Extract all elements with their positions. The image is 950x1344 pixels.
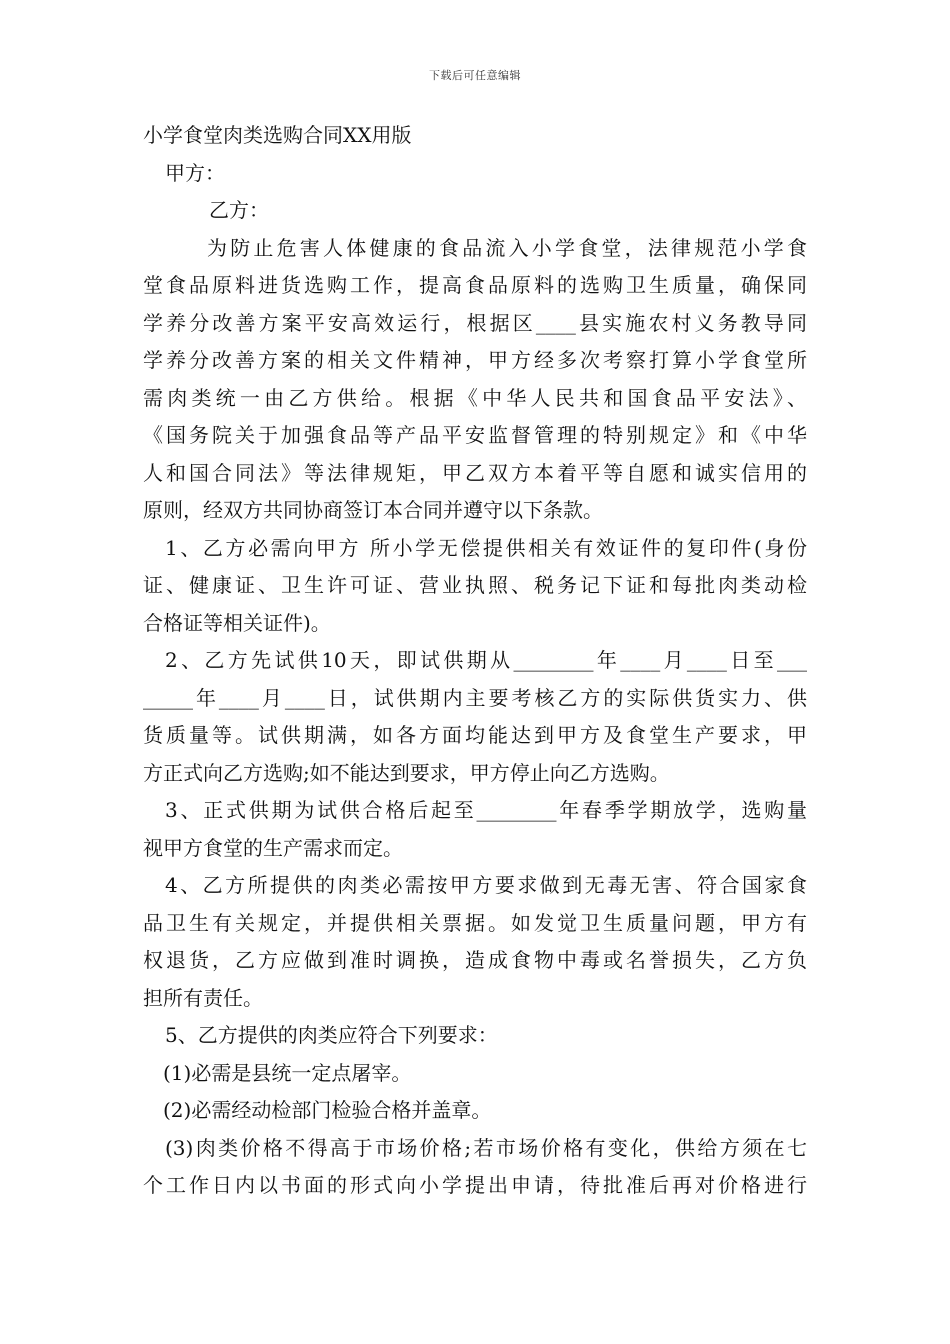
text-line: 合格证等相关证件)。 [143,610,331,635]
document-title: 小学食堂肉类选购合同XX用版 [143,123,412,147]
party-a-line: 甲方： [165,160,225,185]
text-line: 视甲方食堂的生产需求而定。 [143,835,403,860]
text-line: _____年____月____日，试供期内主要考核乙方的实际供货实力、供 [143,685,807,710]
sub-clause-2-line: (2)必需经动检部门检验合格并盖章。 [163,1098,492,1122]
text-line: 人和国合同法》等法律规矩，甲乙双方本着平等自愿和诚实信用的 [143,460,807,485]
text-line: 证、健康证、卫生许可证、营业执照、税务记下证和每批肉类动检 [143,573,807,597]
text-line: 个工作日内以书面的形式向小学提出申请，待批准后再对价格进行 [143,1173,807,1197]
text-line: 学养分改善方案的相关文件精神，甲方经多次考察打算小学食堂所 [143,348,807,372]
clause-1-line: 1、乙方必需向甲方 所小学无偿提供相关有效证件的复印件(身份 [165,535,807,560]
text-line: 原则，经双方共同协商签订本合同并遵守以下条款。 [143,498,603,522]
text-line: 担所有责任。 [143,985,263,1010]
text-line: 为防止危害人体健康的食品流入小学食堂，法律规范小学食 [207,235,807,260]
page-header: 下载后可任意编辑 [429,69,521,82]
text-line: 货质量等。试供期满，如各方面均能达到甲方及食堂生产要求，甲 [143,723,807,747]
clause-3-line: 3、正式供期为试供合格后起至________年春季学期放学，选购量 [165,798,807,822]
text-line: 权退货，乙方应做到准时调换，造成食物中毒或名誉损失，乙方负 [143,948,807,972]
clause-5-line: 5、乙方提供的肉类应符合下列要求： [165,1023,498,1047]
text-line: 品卫生有关规定，并提供相关票据。如发觉卫生质量问题，甲方有 [143,910,807,935]
text-line: 《国务院关于加强食品等产品平安监督管理的特别规定》和《中华 [143,423,807,447]
clause-4-line: 4、乙方所提供的肉类必需按甲方要求做到无毒无害、符合国家食 [165,873,807,897]
text-line: 方正式向乙方选购;如不能达到要求，甲方停止向乙方选购。 [143,760,670,785]
text-line: 堂食品原料进货选购工作，提高食品原料的选购卫生质量，确保同 [143,273,807,297]
sub-clause-1-line: (1)必需是县统一定点屠宰。 [163,1060,412,1085]
text-line: 学养分改善方案平安高效运行，根据区____县实施农村义务教导同 [143,310,807,335]
document-body [143,117,807,1205]
party-b-line: 乙方： [209,198,269,222]
text-line: 需肉类统一由乙方供给。根据《中华人民共和国食品平安法》、 [143,385,807,410]
sub-clause-3-line: (3)肉类价格不得高于市场价格;若市场价格有变化，供给方须在七 [165,1135,807,1160]
clause-2-line: 2、乙方先试供10天，即试供期从________年____月____日至___ [165,648,807,672]
